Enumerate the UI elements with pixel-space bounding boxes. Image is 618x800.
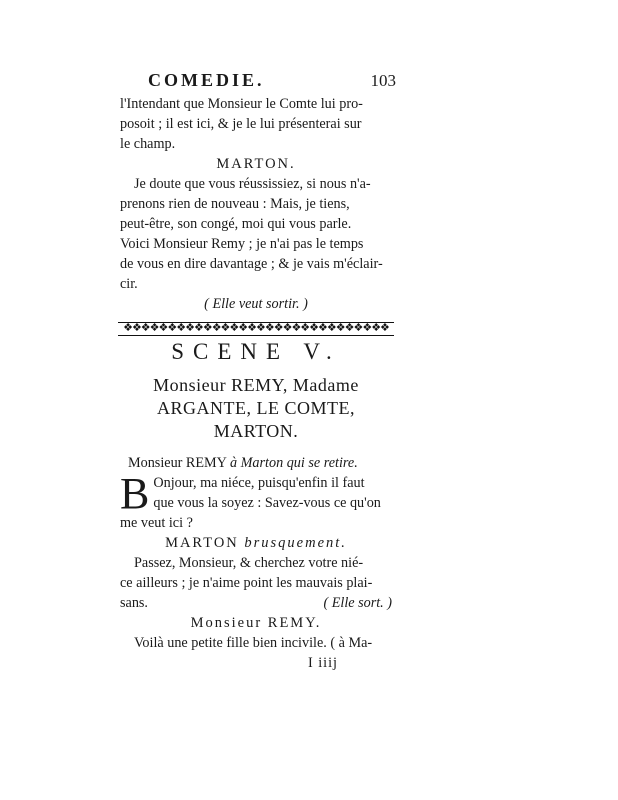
speaker-remy: Monsieur REMY [128,455,227,471]
spacer [120,443,392,453]
text-line: me veut ici ? [120,515,193,531]
text-block [120,70,396,673]
page-number: 103 [370,71,396,90]
text-line: peut-être, son congé, moi qui vous parle. [120,216,352,232]
speech-head [120,453,392,473]
cast-line: Monsieur REMY, Madame [153,375,359,395]
text-line: que vous la soyez : Savez-vous ce qu'on [153,495,381,511]
text-line: Voici Monsieur Remy ; je n'ai pas le temps [120,236,364,252]
drop-cap: B [120,469,150,518]
stage-direction: ( Elle veut sortir. ) [204,296,308,312]
text-line: Je doute que vous réussissiez, si nous n'a- [134,176,371,192]
running-title: COMEDIE. [148,70,265,90]
stage-direction: ( Elle sort. ) [323,595,392,611]
speaker-name: MARTON [165,535,239,551]
dropcap-paragraph [120,469,392,533]
text-line: l'Intendant que Monsieur le Comte lui pro- [120,96,363,112]
text-line: de vous en dire davantage ; & je vais m'éclair- [120,256,383,272]
text-line: cir. [120,276,138,292]
running-head [120,70,396,94]
cast-line: MARTON. [213,421,299,441]
ornament-band: ❖❖❖❖❖❖❖❖❖❖❖❖❖❖❖❖❖❖❖❖❖❖❖❖❖❖❖❖❖❖ [118,322,394,336]
speaker-remy-2: Monsieur REMY. [190,615,322,631]
text-line: ce ailleurs ; je n'aime point les mauvais plai- [120,575,373,591]
text-line: le champ. [120,136,176,152]
speaker-direction: brusquement. [244,535,347,551]
text-line: prenons rien de nouveau : Mais, je tiens, [120,196,350,212]
text-line: Onjour, ma niéce, puisqu'enfin il faut [153,475,365,491]
text-line: sans. [120,595,148,611]
text-line-with-stage [120,593,392,613]
text-line: posoit ; il est ici, & je le lui présenterai sur [120,116,362,132]
speaker-direction: à Marton qui se retire. [229,455,358,471]
cast-line: ARGANTE, LE COMTE, [157,398,355,418]
scene-title: SCENE V. [171,339,341,364]
speaker-marton-2 [120,533,392,553]
text-line: Passez, Monsieur, & cherchez votre nié- [134,555,364,571]
text-line: Voilà une petite fille bien incivile. ( à Ma- [134,635,373,651]
cast-list [120,374,392,443]
signature-mark: I iiij [307,655,338,671]
speaker-marton: MARTON. [216,156,296,172]
